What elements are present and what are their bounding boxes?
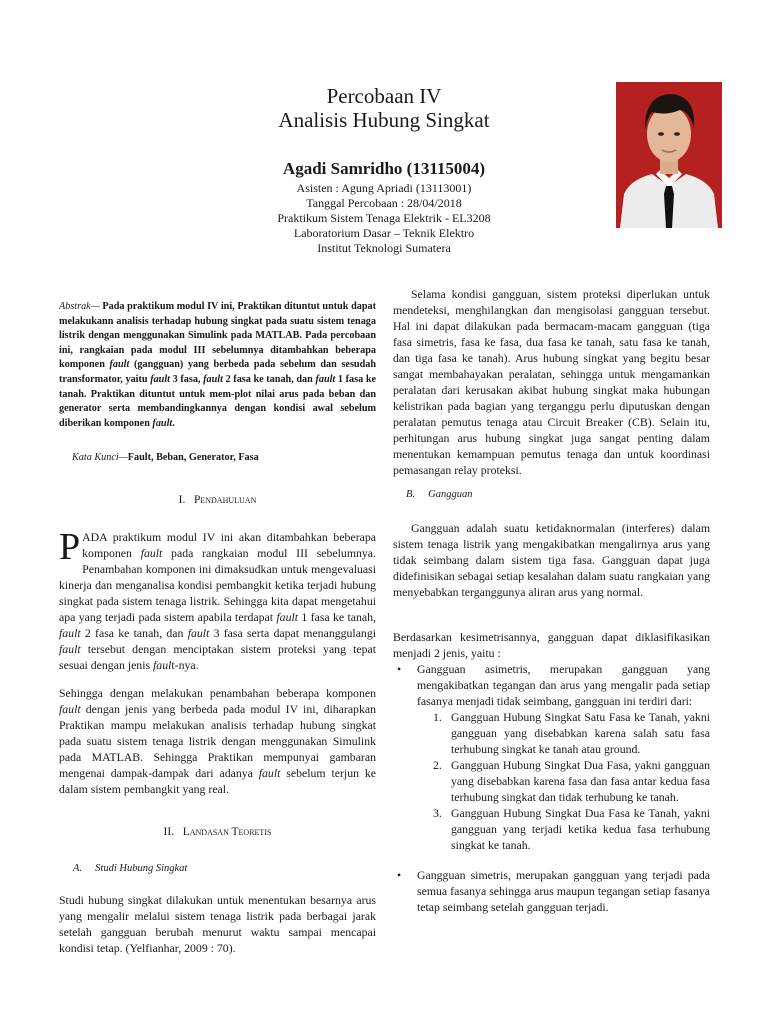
list-item-asymmetric: • Gangguan asimetris, merupakan gangguan yang mengakibatkan tegangan dan arus yang mengalir pada setiap fasanya menjadi tidak seimbang, gangguan ini terdiri dari: [397,662,710,708]
introduction-paragraph-2: Sehingga dengan melakukan penambahan beberapa komponen fault dengan jenis yang berbeda pada modul IV ini, diharapkan Praktikan mampu melakukan analisis terhadap hubung singkat pada suatu sistem tenaga listrik dengan menggunakan Simulink pada MATLAB. Sehingga Praktikan mempunyai gambaran mengenai dampak-dampak dari adanya fault sebelum terjun ke dalam sistem pembangkit yang real. [59,686,377,796]
list-item-fault-2: 2. Gangguan Hubung Singkat Dua Fasa, yakni gangguan yang disebabkan karena fasa dan fasa antar kedua fasa terhubung singkat dan tidak terhubung ke tanah. [433,758,710,804]
gangguan-paragraph-1: Gangguan adalah suatu ketidaknormalan (interferes) dalam sistem tenaga listrik yang mengakibatkan mengalirnya arus yang tidak seimbang dalam sistem tiga fasa. Gangguan dapat juga didefinisikan sebagai setiap kesalahan dalam suatu rangkaian yang menyebabkan terganggunya aliran arus yang normal. [393,521,710,599]
bullet-icon: • [397,662,402,676]
subsection-heading-b: B. Gangguan [406,489,473,500]
right-paragraph-protection: Selama kondisi gangguan, sistem proteksi diperlukan untuk mendeteksi, menghilangkan dan mengisolasi gangguan tersebut. Hal ini dapat dilakukan pada bermacam-macam gangguan (tiga fasa simetris, fasa ke fasa, dua fasa ke tanah, satu fasa ke tanah, dan tiga fasa ke tanah). Arus hubung singkat yang begitu besar sangat membahayakan peralatan, sehingga untuk mengamankan peralatan dari kerusakan akibat hubung singkat maka hubungan kelistrikan pada bagian yang terganggu perlu diputuskan dengan peralatan pemutus tenaga atau Circuit Breaker (CB). Selain itu, perhitungan arus hubung singkat juga sangat penting dalam menentukan kemampuan pemutus tenaga dan untuk koordinasi pemasangan relay proteksi. [393,287,710,477]
list-item-fault-1: 1. Gangguan Hubung Singkat Satu Fasa ke Tanah, yakni gangguan yang disebabkan karena salah satu fasa terhubung singkat ke tanah atau ground. [433,710,710,756]
theory-paragraph-a: Studi hubung singkat dilakukan untuk menentukan besarnya arus yang mengalir melalui sistem tenaga listrik pada berbagai jarak setelah gangguan berubah menurut waktu sampai mencapai kondisi tetap. (Yelfianhar, 2009 : 70). [59,893,376,955]
section-heading-theory: II. Landasan Teoretis [163,826,272,838]
section-heading-introduction: I. Pendahuluan [178,494,257,506]
gangguan-paragraph-2: Berdasarkan kesimetrisannya, gangguan dapat diklasifikasikan menjadi 2 jenis, yaitu : [393,630,710,660]
portrait-image [616,82,722,228]
info-date: Tanggal Percobaan : 28/04/2018 [306,196,462,210]
info-institute: Institut Teknologi Sumatera [317,241,451,255]
bullet-icon: • [397,868,402,882]
subsection-heading-a: A. Studi Hubung Singkat [73,863,188,874]
info-lab: Laboratorium Dasar – Teknik Elektro [293,226,475,240]
introduction-paragraph-1: PADA praktikum modul IV ini akan ditambahkan beberapa komponen fault pada rangkaian modul III sebelumnya. Penambahan komponen ini dimaksudkan untuk mengevaluasi kinerja dan menganalisa kondisi pembangkit ketika terjadi hubung singkat pada sistem tenaga listrik. Sehingga kita dapat mengetahui apa yang terjadi pada sistem apabila terdapat fault 1 fasa ke tanah, fault 2 fasa ke tanah, dan fault 3 fasa serta dapat menanggulangi fault tersebut dengan menciptakan sistem proteksi yang tepat sesuai dengan jenis fault-nya. [59,526,376,672]
list-item-fault-3: 3. Gangguan Hubung Singkat Dua Fasa ke Tanah, yakni gangguan yang terjadi ketika kedua fasa terhubung singkat ke tanah. [433,806,710,852]
keywords: Kata Kunci—Fault, Beban, Generator, Fasa [72,452,259,463]
author-name: Agadi Samridho (13115004) [282,159,486,178]
abstract-label: Abstrak— [59,301,100,312]
list-item-symmetric: • Gangguan simetris, merupakan gangguan yang terjadi pada semua fasanya sehingga arus maupun tegangan setiap fasanya tetap seimbang setelah gangguan terjadi. [397,868,710,914]
paper-title-line2: Analisis Hubung Singkat [278,108,490,132]
fault-type-list [397,661,710,915]
abstract: Abstrak— Pada praktikum modul IV ini, Praktikan dituntut untuk dapat melakukann analisis terhadap hubung singkat pada suatu sistem tenaga listrik dengan menggunakan Simulink pada MATLAB. Pada percobaan ini, rangkaian pada modul III sebelumnya ditambahkan beberapa komponen fault (gangguan) yang berbeda pada sebelum dan sesudah transformator, yaitu fault 3 fasa, fault 2 fasa ke tanah, dan fault 1 fasa ke tanah. Praktikan dituntut untuk mem-plot nilai arus pada beban dan generator serta membandingkannya dengan kondisi awal sebelum diberikan komponen fault. [59,301,377,429]
author-photo [616,82,722,228]
info-assistant: Asisten : Agung Apriadi (13113001) [296,181,472,195]
drop-cap: P [59,526,81,568]
paper-title-line1: Percobaan IV [326,84,442,108]
asymmetric-sublist [417,709,710,853]
info-course: Praktikum Sistem Tenaga Elektrik - EL3208 [277,211,491,225]
